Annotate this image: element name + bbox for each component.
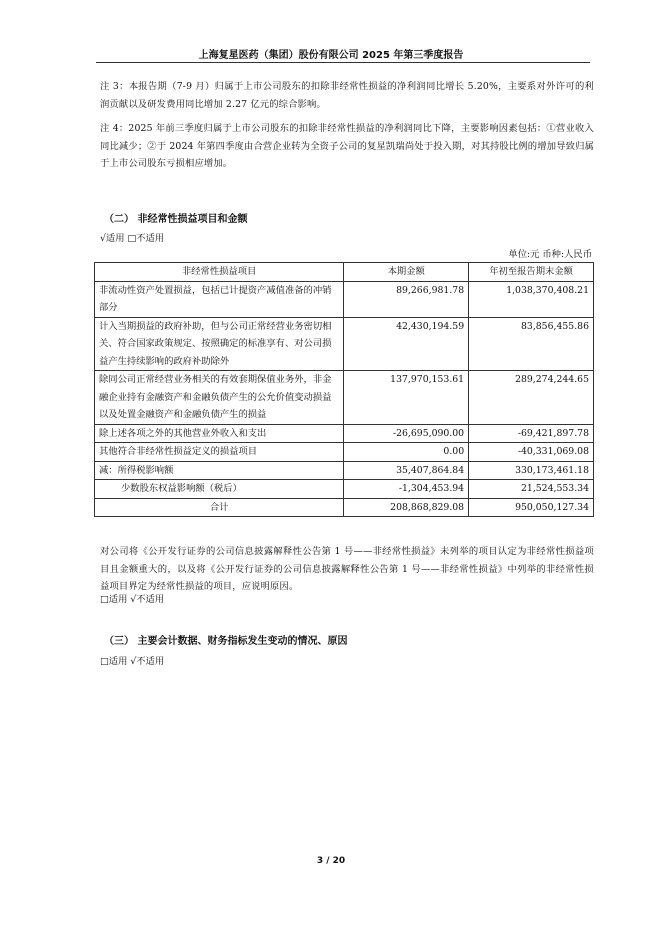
row-current-amount: 137,970,153.61 [344,371,469,425]
column-header-current: 本期金额 [344,263,469,282]
table-row [95,461,594,480]
section-2-title: （二） 非经常性损益项目和金额 [104,214,248,225]
row-item: 除上述各项之外的其他营业外收入和支出 [95,424,344,443]
row-item: 除同公司正常经营业务相关的有效套期保值业务外，非金融企业持有金融资产和金融负债产生的公允价值变动损益以及处置金融资产和金融负债产生的损益 [95,371,344,425]
row-current-amount: 0.00 [344,443,469,462]
footnote-applicability: □适用 √不适用 [100,594,165,605]
row-current-amount: 89,266,981.78 [344,281,469,317]
section-3-applicability: □适用 √不适用 [100,656,165,667]
row-current-amount: -1,304,453.94 [344,480,469,499]
row-ytd-amount: -40,331,069.08 [469,443,594,462]
row-ytd-amount: 330,173,461.18 [469,461,594,480]
row-ytd-amount: 21,524,553.34 [469,480,594,499]
row-item: 减：所得税影响额 [95,461,344,480]
row-ytd-amount: -69,421,897.78 [469,424,594,443]
table-footnote: 对公司将《公开发行证券的公司信息披露解释性公告第 1 号——非经常性损益》未列举的项目认定为非经常性损益项目且金额重大的，以及将《公开发行证券的公司信息披露解释性公告第 1 号——非经常性损益》中列举的非经常性损益项目界定为经常性损益的项目，应说明原因。 [100,546,594,592]
row-ytd-amount: 950,050,127.34 [469,498,594,517]
row-item: 少数股东权益影响额（税后） [95,480,344,499]
table-row [95,424,594,443]
row-item: 非流动性资产处置损益，包括已计提资产减值准备的冲销部分 [95,281,344,317]
column-header-item: 非经常性损益项目 [95,263,344,282]
row-ytd-amount: 289,274,244.65 [469,371,594,425]
header-divider [96,62,590,63]
unit-currency-note: 单位:元 币种:人民币 [508,249,592,260]
table-row [95,480,594,499]
row-current-amount: 208,868,829.08 [344,498,469,517]
non-recurring-gains-table [94,262,594,517]
row-ytd-amount: 1,038,370,408.21 [469,281,594,317]
column-header-ytd: 年初至报告期末金额 [469,263,594,282]
page-header-title: 上海复星医药（集团）股份有限公司 2025 年第三季度报告 [198,50,464,61]
table-row [95,443,594,462]
table-header-row [95,263,594,282]
table-row [95,281,594,317]
row-item: 合计 [95,498,344,517]
section-3-title: （三） 主要会计数据、财务指标发生变动的情况、原因 [104,636,348,647]
row-item: 其他符合非经常性损益定义的损益项目 [95,443,344,462]
table-row [95,317,594,371]
page-number: 3 / 20 [316,856,346,866]
table-row [95,371,594,425]
note-3: 注 3：本报告期（7-9 月）归属于上市公司股东的扣除非经常性损益的净利润同比增长 5.20%，主要系对外许可的利润贡献以及研发费用同比增加 2.27 亿元的综合影响。 [100,81,594,110]
row-item: 计入当期损益的政府补助，但与公司正常经营业务密切相关、符合国家政策规定、按照确定的标准享有、对公司损益产生持续影响的政府补助除外 [95,317,344,371]
section-2-applicability: √适用 □不适用 [100,233,165,244]
row-ytd-amount: 83,856,455.86 [469,317,594,371]
table-total-row [95,498,594,517]
row-current-amount: -26,695,090.00 [344,424,469,443]
row-current-amount: 35,407,864.84 [344,461,469,480]
row-current-amount: 42,430,194.59 [344,317,469,371]
note-4: 注 4：2025 年前三季度归属于上市公司股东的扣除非经常性损益的净利润同比下降，主要影响因素包括：①营业收入同比减少；②于 2024 年第四季度由合营企业转为全资子公司的复星凯瑞尚处于投入期，对其持股比例的增加导致归属于上市公司股东亏损相应增加。 [100,123,594,169]
